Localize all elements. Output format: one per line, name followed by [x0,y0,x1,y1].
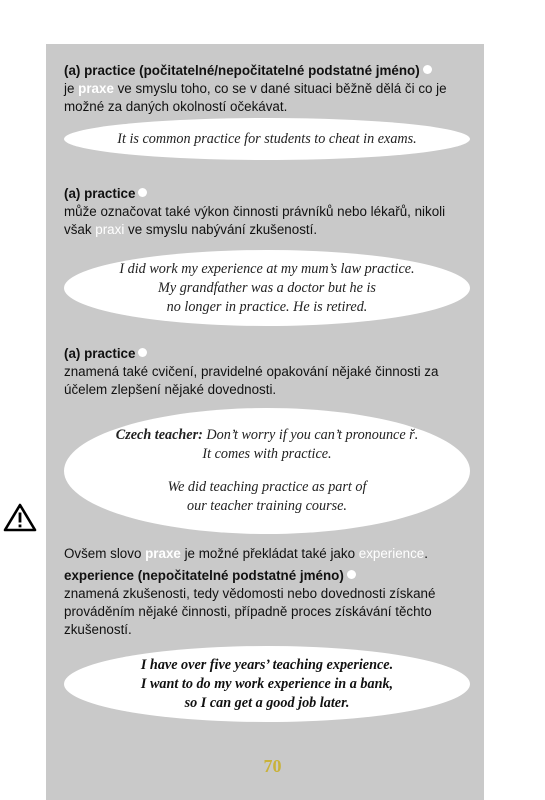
example-line: no longer in practice. He is retired. [166,298,368,315]
example-line: I did work my experience at my mum’s law practice. [119,260,415,277]
example-line: our teacher training course. [187,498,347,514]
term-heading: (a) practice [64,346,136,361]
definition-experience: experience (nepočitatelné podstatné jméno) znamená zkušenosti, tedy vědomosti nebo dovednosti získané prováděním nějaké činnosti, případně proces získávání těchto zkušeností. [64,568,436,637]
example-bubble [64,250,470,326]
term-heading: (a) practice (počitatelné/nepočitatelné podstatné jméno) [64,63,420,78]
term-heading: experience (nepočitatelné podstatné jméno) [64,568,344,583]
example-bubble [64,118,470,160]
speaker-label: Czech teacher: [115,427,203,443]
bullet-dot-icon [138,188,147,197]
example-text: It is common practice for students to cheat in exams. [117,130,417,147]
example-line: My grandfather was a doctor but he is [158,279,376,296]
example-line: It comes with practice. [202,446,332,462]
page-number: 70 [263,756,282,776]
term-heading: (a) practice [64,186,136,201]
bullet-dot-icon [423,65,432,74]
transition-sentence: Ovšem slovo praxe je možné překládat také jako experience. [64,546,428,561]
example-bubble [64,408,470,534]
highlight-word: praxi [95,222,125,237]
warning-triangle-icon [3,503,37,533]
example-line: so I can get a good job later. [184,694,350,711]
bullet-dot-icon [138,348,147,357]
definition-practice-profession: (a) practice může označovat také výkon činnosti právníků nebo lékařů, nikoli však praxi ve smyslu nabývání zkušeností. [64,186,446,237]
highlight-word: praxe [145,546,181,561]
example-line: I have over five years’ teaching experience. [140,656,394,673]
example-line: We did teaching practice as part of [167,479,367,495]
bullet-dot-icon [347,570,356,579]
definition-practice-countable: (a) practice (počitatelné/nepočitatelné podstatné jméno) je praxe ve smyslu toho, co se v dané situaci běžně dělá či co je možné za daných okolností očekávat. [64,63,447,114]
highlight-word: experience [358,546,425,561]
example-line: Czech teacher: Don’t worry if you can’t pronounce ř. [115,427,419,443]
highlight-word: praxe [78,81,114,96]
definition-practice-exercise: (a) practice znamená také cvičení, pravidelné opakování nějaké činnosti za účelem zlepšení nějaké dovednosti. [64,346,439,397]
example-bubble [64,646,470,722]
example-line: I want to do my work experience in a bank, [140,675,394,692]
